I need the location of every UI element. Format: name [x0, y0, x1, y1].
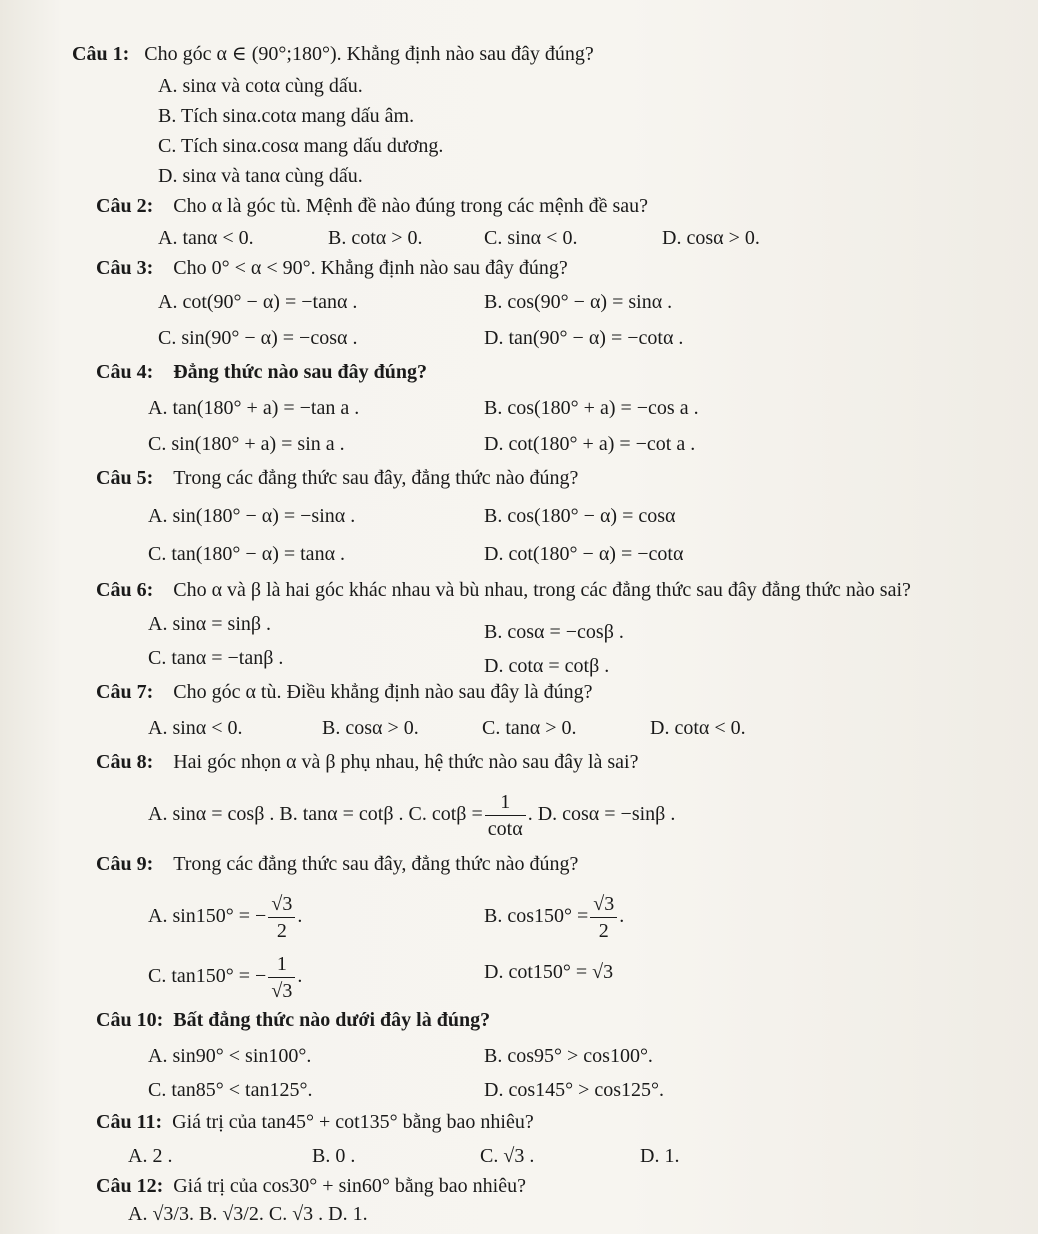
option: B. cos150° = $\frac{√3}{2}$ .: [484, 892, 625, 942]
option: D. cotα < 0.: [650, 717, 746, 739]
denominator: cotα: [487, 817, 523, 840]
q-label: Câu 7:: [96, 681, 154, 703]
option: B. 0 .: [312, 1145, 356, 1167]
numerator: 1: [485, 789, 526, 816]
option: A. sin90° < sin100°.: [148, 1045, 312, 1067]
q-text: Trong các đẳng thức sau đây, đẳng thức nào đúng?: [173, 853, 579, 875]
q-text: Cho góc α tù. Điều khẳng định nào sau đây là đúng?: [173, 681, 593, 703]
fraction: [485, 789, 526, 842]
option: D. cot(180° + a) = −cot a .: [484, 433, 696, 455]
option: C. tan(180° − α) = tanα .: [148, 543, 346, 565]
option: B. cosα > 0.: [322, 717, 419, 739]
option: C. sin(180° + a) = sin a .: [148, 433, 345, 455]
option: D. cos145° > cos125°.: [484, 1079, 665, 1101]
option: .: [527, 803, 533, 825]
option: A. sinα và cotα cùng dấu.: [158, 75, 363, 97]
q-text: Cho α và β là hai góc khác nhau và bù nhau, trong các đẳng thức sau đây đẳng thức nào sai?: [173, 579, 911, 601]
option: D. sinα và tanα cùng dấu.: [158, 165, 363, 187]
option-row: [148, 786, 675, 842]
q-label: Câu 9:: [96, 853, 154, 875]
q-text: Cho góc α ∈ (90°;180°). Khẳng định nào sau đây đúng?: [144, 43, 594, 65]
option: C. tan85° < tan125°.: [148, 1079, 313, 1101]
option: A. tan(180° + a) = −tan a .: [148, 397, 360, 419]
q-text: Trong các đẳng thức sau đây, đẳng thức nào đúng?: [173, 467, 579, 489]
q-label: Câu 8:: [96, 751, 154, 773]
option: C. tan150° = − $\frac{1}{√3}$ .: [148, 952, 303, 1002]
option: A. cot(90° − α) = −tanα .: [158, 291, 358, 313]
option: D. cotα = cotβ .: [484, 655, 610, 677]
q-label: Câu 5:: [96, 467, 154, 489]
option: A. sin(180° − α) = −sinα .: [148, 505, 356, 527]
option: D. tan(90° − α) = −cotα .: [484, 327, 684, 349]
option: B. cos(90° − α) = sinα .: [484, 291, 673, 313]
option: B. tanα = cotβ .: [279, 803, 404, 825]
q-label: Câu 11:: [96, 1111, 163, 1133]
option-row: [128, 1200, 368, 1228]
q-text: Giá trị của tan45° + cot135° bằng bao nhiêu?: [172, 1111, 534, 1133]
option: D. cot150° = √3: [484, 961, 614, 983]
option: B. cos95° > cos100°.: [484, 1045, 653, 1067]
option: D. cosα > 0.: [662, 227, 760, 249]
option: C. tanα > 0.: [482, 717, 577, 739]
option: B. cos(180° − α) = cosα: [484, 505, 676, 527]
q-label: Câu 12:: [96, 1175, 164, 1197]
q-label: Câu 6:: [96, 579, 154, 601]
option: A. tanα < 0.: [158, 227, 254, 249]
option: C. √3 .: [480, 1145, 535, 1167]
option: D. cosα = −sinβ .: [537, 803, 676, 825]
q-text: Cho 0° < α < 90°. Khẳng định nào sau đây đúng?: [173, 257, 568, 279]
option: A. √3/3. B. √3/2. C. √3 . D. 1.: [128, 1203, 368, 1225]
q-text: Cho α là góc tù. Mệnh đề nào đúng trong các mệnh đề sau?: [173, 195, 649, 217]
option: B. cotα > 0.: [328, 227, 423, 249]
q-label: Câu 1:: [72, 43, 130, 65]
q-label: Câu 4:: [96, 361, 154, 383]
option: A. sin150° = − $\frac{√3}{2}$ .: [148, 892, 303, 942]
option: B. cosα = −cosβ .: [484, 621, 624, 643]
option: D. 1.: [640, 1145, 680, 1167]
option: A. sinα = sinβ .: [148, 613, 272, 635]
q-label: Câu 2:: [96, 195, 154, 217]
option: C. sinα < 0.: [484, 227, 578, 249]
option: D. cot(180° − α) = −cotα: [484, 543, 684, 565]
option: B. cos(180° + a) = −cos a .: [484, 397, 699, 419]
q-text: Hai góc nhọn α và β phụ nhau, hệ thức nào sau đây là sai?: [173, 751, 639, 773]
q-label: Câu 10:: [96, 1009, 164, 1031]
q-text: Đẳng thức nào sau đây đúng?: [173, 361, 427, 383]
option: C. cotβ =: [408, 803, 483, 825]
option: A. sinα < 0.: [148, 717, 243, 739]
q-text: Giá trị của cos30° + sin60° bằng bao nhiêu?: [173, 1175, 526, 1197]
option: C. tanα = −tanβ .: [148, 647, 284, 669]
option: C. sin(90° − α) = −cosα .: [158, 327, 358, 349]
option: C. Tích sinα.cosα mang dấu dương.: [158, 135, 444, 157]
option: A. 2 .: [128, 1145, 173, 1167]
option: A. sinα = cosβ .: [148, 803, 275, 825]
q-text: Bất đẳng thức nào dưới đây là đúng?: [173, 1009, 491, 1031]
q-label: Câu 3:: [96, 257, 154, 279]
option: B. Tích sinα.cotα mang dấu âm.: [158, 105, 415, 127]
